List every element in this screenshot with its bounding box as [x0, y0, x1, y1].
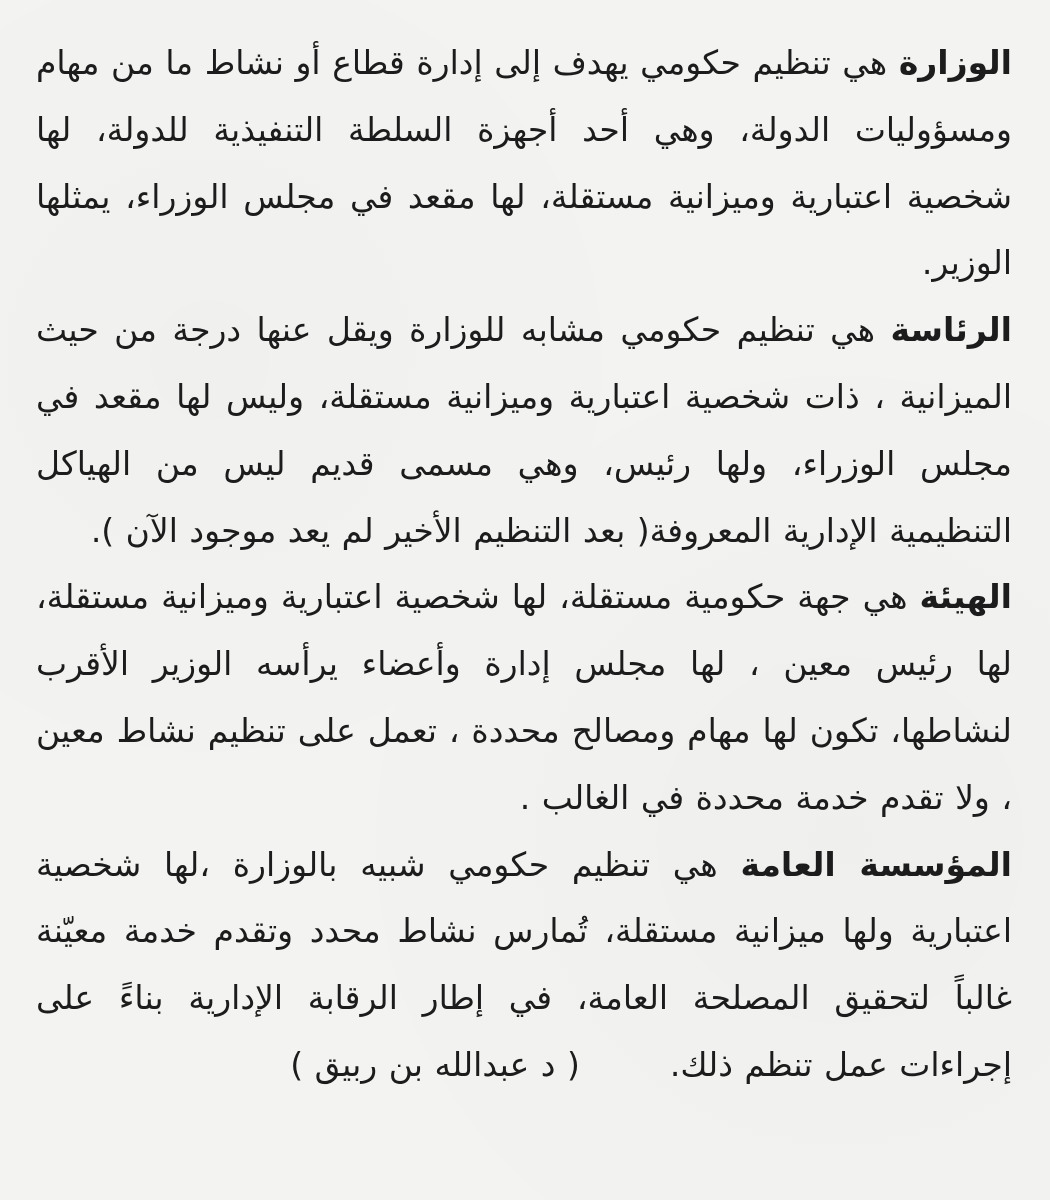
author-signature: ( د عبدالله بن ربيق ): [290, 1044, 580, 1084]
section-ministry: [36, 30, 1012, 297]
term-authority: الهيئة: [919, 577, 1012, 617]
term-public-corporation: المؤسسة العامة: [740, 844, 1012, 884]
definition-public-corporation: هي تنظيم حكومي شبيه بالوزارة ،لها شخصية اعتبارية ولها ميزانية مستقلة، تُمارس نشاط محدد وتقدم خدمة معيّنة غالباً لتحقيق المصلحة العامة، في إطار الرقابة الإدارية بناءً على إجراءات عمل تنظم ذلك.: [36, 844, 1012, 1084]
definition-authority: هي جهة حكومية مستقلة، لها شخصية اعتبارية وميزانية مستقلة، لها رئيس معين ، لها مجلس إدارة وأعضاء يرأسه الوزير الأقرب لنشاطها، تكون لها مهام ومصالح محددة ، تعمل على تنظيم نشاط معين ، ولا تقدم خدمة محددة في الغالب .: [36, 577, 1012, 817]
section-authority: [36, 564, 1012, 831]
definition-presidency: هي تنظيم حكومي مشابه للوزارة ويقل عنها درجة من حيث الميزانية ، ذات شخصية اعتبارية وميزانية مستقلة، وليس لها مقعد في مجلس الوزراء، ولها رئيس، وهي مسمى قديم ليس من الهياكل التنظيمية الإدارية المعروفة( بعد التنظيم الأخير لم يعد موجود الآن ).: [36, 310, 1012, 550]
document-body: [36, 30, 1012, 1099]
term-presidency: الرئاسة: [890, 310, 1012, 350]
term-ministry: الوزارة: [898, 43, 1012, 82]
section-presidency: [36, 297, 1012, 564]
section-public-corporation: [36, 832, 1012, 1099]
definition-ministry: هي تنظيم حكومي يهدف إلى إدارة قطاع أو نشاط ما من مهام ومسؤوليات الدولة، وهي أحد أجهزة السلطة التنفيذية للدولة، لها شخصية اعتبارية وميزانية مستقلة، لها مقعد في مجلس الوزراء، يمثلها الوزير.: [36, 43, 1012, 283]
